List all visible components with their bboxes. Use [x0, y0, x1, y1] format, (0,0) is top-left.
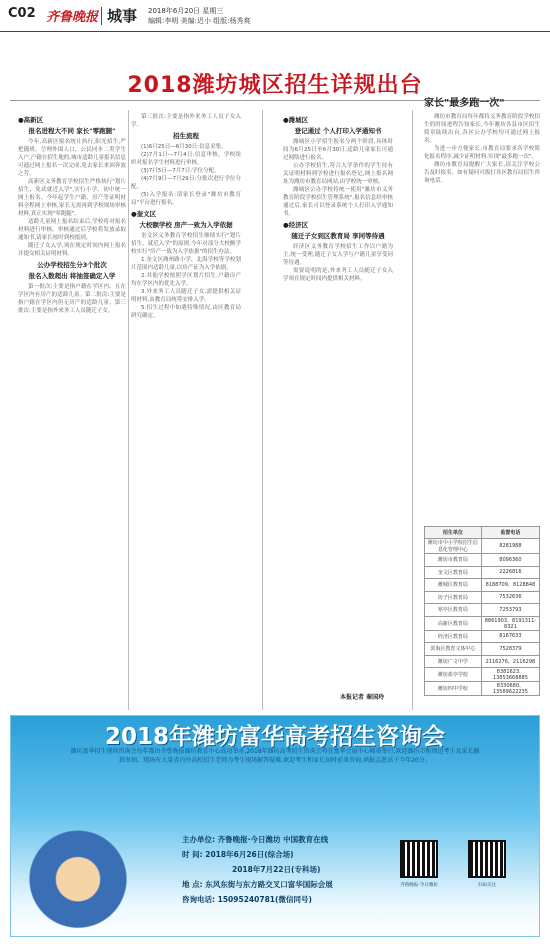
- paragraph: 大校额学校 房产一致为入学依据: [139, 221, 233, 229]
- newspaper-logo: 齐鲁晚报: [46, 10, 99, 25]
- paragraph: 第三批次:主要是指外来务工人员子女入学。: [131, 114, 241, 128]
- qr-label-1: 齐鲁晚报·今日潍坊: [400, 883, 438, 888]
- table-cell: 7528379: [481, 643, 539, 656]
- paragraph: 今年,高新区报名统计执行,阳光招生,严把随班、呈理外围人口、公民同步二类学生入户,户籍在招生地的,城市适龄儿童报名信息可通过网上报名一次完成,免去家长来回奔波之劳。: [18, 139, 126, 177]
- table-cell: 8330680、13589622235: [481, 682, 539, 696]
- paragraph: 需要说明的是,外来务工人员随迁子女入学须在规定时间内提供相关材料。: [283, 268, 393, 282]
- paragraph: 潍城区小学招生报名分两个阶段,具体时间为6月25日至6月30日,适龄儿童家长可通过网络进行报名。: [283, 139, 393, 161]
- article-column-2: [131, 113, 241, 707]
- table-row: [425, 539, 540, 554]
- paragraph: 经济区义务教育学校招生工作以户籍为主,统一受理,随迁子女入学与户籍儿童享受同等待遇。: [283, 244, 393, 266]
- table-cell: 坊子区教育局: [425, 591, 482, 604]
- paragraph: 3.外来务工人员随迁子女,需提供相关证明材料,由教育局统筹安排入学。: [131, 289, 241, 303]
- table-cell: 滨海区教育文体中心: [425, 643, 482, 656]
- table-cell: 潍坊市教育局: [425, 554, 482, 567]
- paragraph: 奎文区义务教育学校招生继续实行"划片招生、就近入学"的原则,今年对部分大校额学校实行"房产一致为入学依据"的招生办法。: [131, 233, 241, 255]
- table-row: [425, 616, 540, 630]
- paragraph: 招生流程: [173, 132, 199, 140]
- paragraph: 公办学校招生分3个批次: [37, 261, 107, 269]
- paragraph: 潍坊市教育局提醒广大家长,请关注学校公告及时报名。如有疑问可拨打各区教育局招生咨询电话。: [424, 162, 540, 184]
- table-cell: 奎文区教育局: [425, 566, 482, 579]
- article-headline: 2018潍坊城区招生详规出台: [127, 73, 423, 98]
- section-title: 城事: [107, 7, 138, 25]
- ad-event-details: [182, 832, 382, 907]
- column-divider: [128, 110, 129, 710]
- sidebar-column: [424, 113, 540, 523]
- ad-time-2: 2018年7月22日(专科场): [232, 865, 321, 874]
- table-cell: 潍坊四中学校: [425, 682, 482, 696]
- ad-organizer: 主办单位: 齐鲁晚报·今日潍坊 中国教育在线: [182, 835, 329, 844]
- table-cell: 8188709、8128848: [481, 579, 539, 592]
- qr-label-2: 扫码关注: [478, 883, 496, 888]
- paragraph: 潍城区公办学校将统一使用"潍坊市义务教育阶段学校招生管理系统",报名信息经审核通过后,家长可以登录系统个人打印入学通知书。: [283, 187, 393, 217]
- table-row: [425, 591, 540, 604]
- ad-title: 2018年潍坊富华高考招生咨询会: [104, 724, 445, 750]
- paragraph: 公办学校招生,符合入学条件的学生持有关证明材料到学校进行报名登记,网上报名网址为潍坊市教育局网站,由学校统一审核。: [283, 163, 393, 185]
- table-cell: 7532636: [481, 591, 539, 604]
- paragraph: ●高新区: [18, 116, 44, 124]
- table-cell: 高新区教育局: [425, 616, 482, 630]
- paragraph: 1.奎文区潍州路小学、北海学校等学校划片范围内适龄儿童,以房产证为入学依据。: [131, 257, 241, 271]
- ad-location: 地 点: 东风东街与东方路交叉口富华国际会展: [182, 880, 333, 889]
- table-header-cell: 招生单位: [425, 527, 482, 539]
- table-cell: 8281988: [481, 539, 539, 554]
- paragraph: (3)7月5日—7月7日:学位分配。: [141, 168, 220, 174]
- header-divider: [101, 7, 102, 25]
- table-row: [425, 682, 540, 696]
- paragraph: 报名进程大不同 家长"零跑腿": [28, 127, 116, 135]
- table-row: [425, 579, 540, 592]
- students-illustration: [18, 800, 168, 932]
- table-cell: 8381623、13853668885: [481, 668, 539, 682]
- table-cell: 2116276、2116298: [481, 655, 539, 668]
- table-row: [425, 630, 540, 643]
- article-column-1: [18, 113, 126, 707]
- ad-phone: 咨询电话: 15095240781(微信同号): [182, 895, 312, 904]
- paragraph: 随迁子女到区教育局 享同等待遇: [291, 232, 385, 240]
- editor-line: 编辑:李明 美编:迟小 组版:杨秀爽: [148, 17, 251, 25]
- paragraph: 适龄儿童网上报名结束后,学校将对报名材料进行审核。审核通过后学校将发放录取通知书,请家长按时到校报到。: [18, 219, 126, 241]
- table-cell: 寒亭区教育局: [425, 604, 482, 617]
- paragraph: (1)6月25日—6月30日:信息采集。: [141, 144, 227, 150]
- paragraph: ●潍城区: [283, 116, 309, 124]
- paragraph: ●奎文区: [131, 210, 157, 218]
- paragraph: 登记通过 个人打印入学通知书: [294, 127, 382, 135]
- table-cell: 潍坊市中小学校招生信息化管理中心: [425, 539, 482, 554]
- table-row: [425, 655, 540, 668]
- table-cell: 经济区教育局: [425, 630, 482, 643]
- table-cell: 8167633: [481, 630, 539, 643]
- paragraph: ●经济区: [283, 221, 309, 229]
- paragraph: (4)7月9日—7月29日:分批次进行学位分配。: [131, 176, 241, 190]
- paragraph: 第一批次:主要是指户籍在学区内、且在学区内有房产的适龄儿童。第二批次:主要是指户籍在学区内但无房产的适龄儿童。第三批次:主要是指外来务工人员随迁子女。: [18, 284, 126, 314]
- table-cell: 潍城区教育局: [425, 579, 482, 592]
- table-row: [425, 554, 540, 567]
- reporter-byline: 本报记者 秦国玲: [340, 694, 385, 701]
- qr-code-2[interactable]: [468, 840, 506, 878]
- paragraph: 潍坊市教育局每年都将义务教育阶段学校招生的时间进程告知家长,今年潍坊各县市区招生简章陆续出台,各区公办学校均可通过网上报名。: [424, 114, 540, 144]
- table-cell: 7253793: [481, 604, 539, 617]
- table-row: [425, 566, 540, 579]
- paragraph: 为进一步方便家长,市教育局要求各学校简化报名程序,减少证明材料,实现"最多跑一次"。: [424, 146, 540, 160]
- ad-body-text: 潍坊富华招生现场咨询会每年都由齐鲁晚报潍坊教育中心成功举办,2018年潍坊高考招生咨询会将在富华会展中心隆重举行,欢迎潍坊市和周边考生及家长踊跃参加。现场有大量省内外高校招生老师为考生现场解答疑难,欢迎考生和家长届时前来咨询,填报志愿高于今年20分。: [70, 748, 480, 764]
- paragraph: 报名入数超出 将抽签确定入学: [28, 272, 116, 280]
- qr-code-1[interactable]: [400, 840, 438, 878]
- column-divider: [412, 110, 413, 710]
- table-row: [425, 668, 540, 682]
- table-header-cell: 监督电话: [481, 527, 539, 539]
- paragraph: 高新区义务教育学校招生严格执行"划片招生、免试就近入学",实行小学、初中统一网上报名。今年起学生户籍、房产等证明材料全程网上审核,家长无需再到学校现场审核材料,真正实现"零跑腿"。: [18, 179, 126, 217]
- table-cell: 8096360: [481, 554, 539, 567]
- table-cell: 2226816: [481, 566, 539, 579]
- paragraph: 5.招生过程中如遇特殊情况,由区教育局研究确定。: [131, 305, 241, 319]
- table-cell: 潍坊广文中学: [425, 655, 482, 668]
- date-line: 2018年6月20日 星期三: [148, 7, 224, 15]
- ad-time-1: 时 间: 2018年6月26日(综合场): [182, 850, 294, 859]
- table-row: [425, 643, 540, 656]
- paragraph: (2)7月1日—7月4日:信息审核。学校组织对报名学生材料进行审核。: [131, 152, 241, 166]
- table-row: [425, 604, 540, 617]
- page-number: C02: [8, 6, 36, 21]
- paragraph: (5)入学报名:请家长登录"潍坊市教育局"平台进行报名。: [131, 192, 241, 206]
- column-divider: [262, 110, 263, 710]
- sidebar-title: 家长"最多跑一次": [424, 98, 505, 109]
- table-cell: 潍坊盐亭学校: [425, 668, 482, 682]
- article-column-3: [283, 113, 393, 707]
- table-cell: 8861903、8191311-8321: [481, 616, 539, 630]
- paragraph: 2.其他学校按照学区划片招生,户籍房产均在学区内的优先入学。: [131, 273, 241, 287]
- paragraph: 随迁子女入学,须在规定时间内网上报名并提交相关证明材料。: [18, 243, 126, 257]
- hotline-table: [424, 526, 540, 696]
